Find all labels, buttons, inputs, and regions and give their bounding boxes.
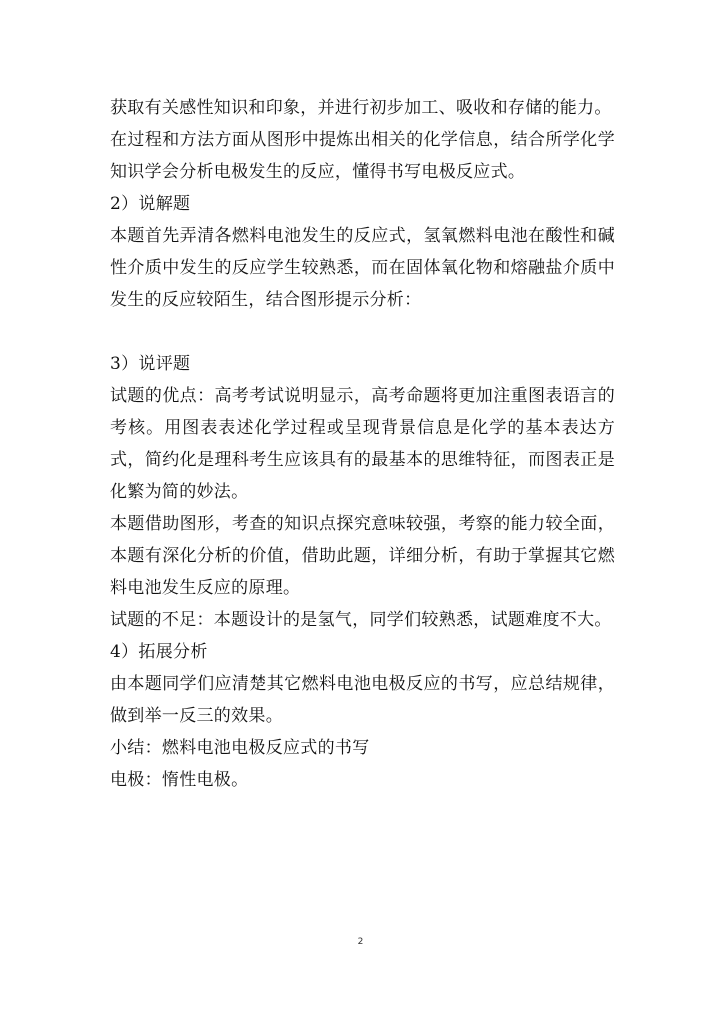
paragraph-solution: 本题首先弄清各燃料电池发生的反应式，氢氧燃料电池在酸性和碱性介质中发生的反应学生较熟悉，而在固体氧化物和熔融盐介质中发生的反应较陌生，结合图形提示分析：: [110, 226, 615, 310]
paragraph-advantages: 试题的优点：高考考试说明显示，高考命题将更加注重图表语言的考核。用图表表述化学过程或呈现背景信息是化学的基本表达方式，简约化是理科考生应该具有的最基本的思维特征，而图表正是化繁为简的妙法。: [110, 386, 615, 502]
paragraph-extension: 由本题同学们应清楚其它燃料电池电极反应的书写，应总结规律，做到举一反三的效果。: [110, 674, 615, 726]
heading-evaluate-question: 3）说评题: [110, 354, 191, 374]
heading-explain-solution: 2）说解题: [110, 194, 191, 214]
page-content: [110, 92, 615, 796]
heading-extended-analysis: 4）拓展分析: [110, 642, 208, 662]
paragraph-shortcomings: 试题的不足：本题设计的是氢气，同学们较熟悉，试题难度不大。: [110, 610, 612, 630]
paragraph-process-method: 在过程和方法方面从图形中提炼出相关的化学信息，结合所学化学知识学会分析电极发生的反应，懂得书写电极反应式。: [110, 130, 615, 182]
paragraph-ability: 获取有关感性知识和印象，并进行初步加工、吸收和存储的能力。: [110, 98, 612, 118]
paragraph-figure-analysis: 本题借助图形，考查的知识点探究意味较强，考察的能力较全面，本题有深化分析的价值，借助此题，详细分析，有助于掌握其它燃料电池发生反应的原理。: [110, 514, 615, 598]
page-number: 2: [357, 937, 364, 947]
paragraph-electrode: 电极：惰性电极。: [110, 770, 249, 790]
blank-line: [110, 316, 615, 348]
paragraph-summary: 小结：燃料电池电极反应式的书写: [110, 738, 370, 758]
